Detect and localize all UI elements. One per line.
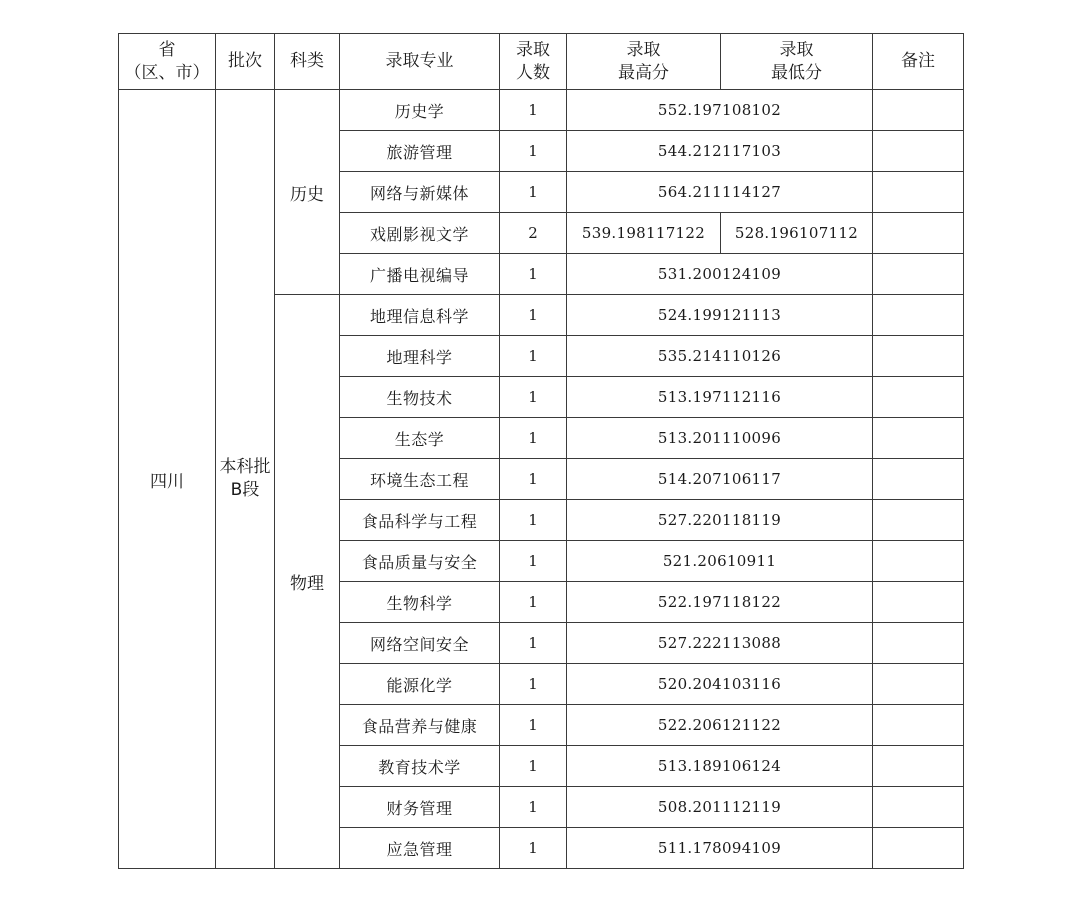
count-cell: 1 xyxy=(500,377,567,418)
note-cell xyxy=(873,172,964,213)
major-cell: 网络空间安全 xyxy=(340,623,500,664)
count-cell: 1 xyxy=(500,172,567,213)
note-cell xyxy=(873,664,964,705)
batch-cell xyxy=(216,90,275,869)
count-cell: 1 xyxy=(500,787,567,828)
major-cell: 生态学 xyxy=(340,418,500,459)
major-cell: 财务管理 xyxy=(340,787,500,828)
major-cell: 食品质量与安全 xyxy=(340,541,500,582)
note-cell xyxy=(873,828,964,869)
score-cell: 527.220118119 xyxy=(567,500,873,541)
score-cell: 531.200124109 xyxy=(567,254,873,295)
major-cell: 网络与新媒体 xyxy=(340,172,500,213)
count-cell: 1 xyxy=(500,664,567,705)
score-cell: 508.201112119 xyxy=(567,787,873,828)
max-score-cell: 539.198117122 xyxy=(567,213,721,254)
score-cell: 527.222113088 xyxy=(567,623,873,664)
note-cell xyxy=(873,705,964,746)
note-cell xyxy=(873,623,964,664)
score-cell: 552.197108102 xyxy=(567,90,873,131)
score-cell: 514.207106117 xyxy=(567,459,873,500)
note-cell xyxy=(873,746,964,787)
note-cell xyxy=(873,295,964,336)
count-cell: 1 xyxy=(500,131,567,172)
header-row xyxy=(119,34,964,90)
count-cell: 1 xyxy=(500,582,567,623)
header-min-score: 录取 最低分 xyxy=(721,34,873,90)
header-count: 录取 人数 xyxy=(500,34,567,90)
note-cell xyxy=(873,131,964,172)
major-cell: 旅游管理 xyxy=(340,131,500,172)
score-cell: 544.212117103 xyxy=(567,131,873,172)
major-cell: 地理信息科学 xyxy=(340,295,500,336)
count-cell: 1 xyxy=(500,541,567,582)
header-max-score: 录取 最高分 xyxy=(567,34,721,90)
note-cell xyxy=(873,582,964,623)
score-cell: 522.197118122 xyxy=(567,582,873,623)
count-cell: 1 xyxy=(500,418,567,459)
count-cell: 1 xyxy=(500,500,567,541)
count-cell: 1 xyxy=(500,90,567,131)
note-cell xyxy=(873,459,964,500)
batch-label: 本科批 xyxy=(219,457,271,477)
count-cell: 1 xyxy=(500,459,567,500)
count-cell: 1 xyxy=(500,828,567,869)
count-cell: 1 xyxy=(500,623,567,664)
note-cell xyxy=(873,377,964,418)
score-cell: 521.20610911 xyxy=(567,541,873,582)
major-cell: 生物技术 xyxy=(340,377,500,418)
major-cell: 戏剧影视文学 xyxy=(340,213,500,254)
note-cell xyxy=(873,90,964,131)
header-province: 省 （区、市） xyxy=(119,34,216,90)
major-cell: 生物科学 xyxy=(340,582,500,623)
note-cell xyxy=(873,336,964,377)
subject-cell: 历史 xyxy=(275,90,340,295)
score-cell: 522.206121122 xyxy=(567,705,873,746)
major-cell: 食品营养与健康 xyxy=(340,705,500,746)
note-cell xyxy=(873,500,964,541)
header-batch: 批次 xyxy=(216,34,275,90)
score-cell: 564.211114127 xyxy=(567,172,873,213)
major-cell: 能源化学 xyxy=(340,664,500,705)
count-cell: 1 xyxy=(500,746,567,787)
note-cell xyxy=(873,254,964,295)
subject-cell: 物理 xyxy=(275,295,340,869)
major-cell: 教育技术学 xyxy=(340,746,500,787)
score-cell: 513.189106124 xyxy=(567,746,873,787)
table-row xyxy=(119,90,964,131)
major-cell: 应急管理 xyxy=(340,828,500,869)
major-cell: 环境生态工程 xyxy=(340,459,500,500)
score-cell: 513.197112116 xyxy=(567,377,873,418)
count-cell: 1 xyxy=(500,336,567,377)
score-cell: 513.201110096 xyxy=(567,418,873,459)
min-score-cell: 528.196107112 xyxy=(721,213,873,254)
province-cell: 四川 xyxy=(119,90,216,869)
count-cell: 1 xyxy=(500,705,567,746)
major-cell: 历史学 xyxy=(340,90,500,131)
note-cell xyxy=(873,787,964,828)
major-cell: 食品科学与工程 xyxy=(340,500,500,541)
major-cell: 地理科学 xyxy=(340,336,500,377)
count-cell: 1 xyxy=(500,254,567,295)
score-cell: 535.214110126 xyxy=(567,336,873,377)
table-body xyxy=(119,90,964,869)
score-cell: 524.199121113 xyxy=(567,295,873,336)
note-cell xyxy=(873,418,964,459)
count-cell: 2 xyxy=(500,213,567,254)
score-cell: 511.178094109 xyxy=(567,828,873,869)
score-cell: 520.204103116 xyxy=(567,664,873,705)
count-cell: 1 xyxy=(500,295,567,336)
header-subject: 科类 xyxy=(275,34,340,90)
major-cell: 广播电视编导 xyxy=(340,254,500,295)
header-note: 备注 xyxy=(873,34,964,90)
note-cell xyxy=(873,213,964,254)
admission-table xyxy=(118,33,964,869)
batch-label: B段 xyxy=(230,480,260,500)
note-cell xyxy=(873,541,964,582)
header-major: 录取专业 xyxy=(340,34,500,90)
